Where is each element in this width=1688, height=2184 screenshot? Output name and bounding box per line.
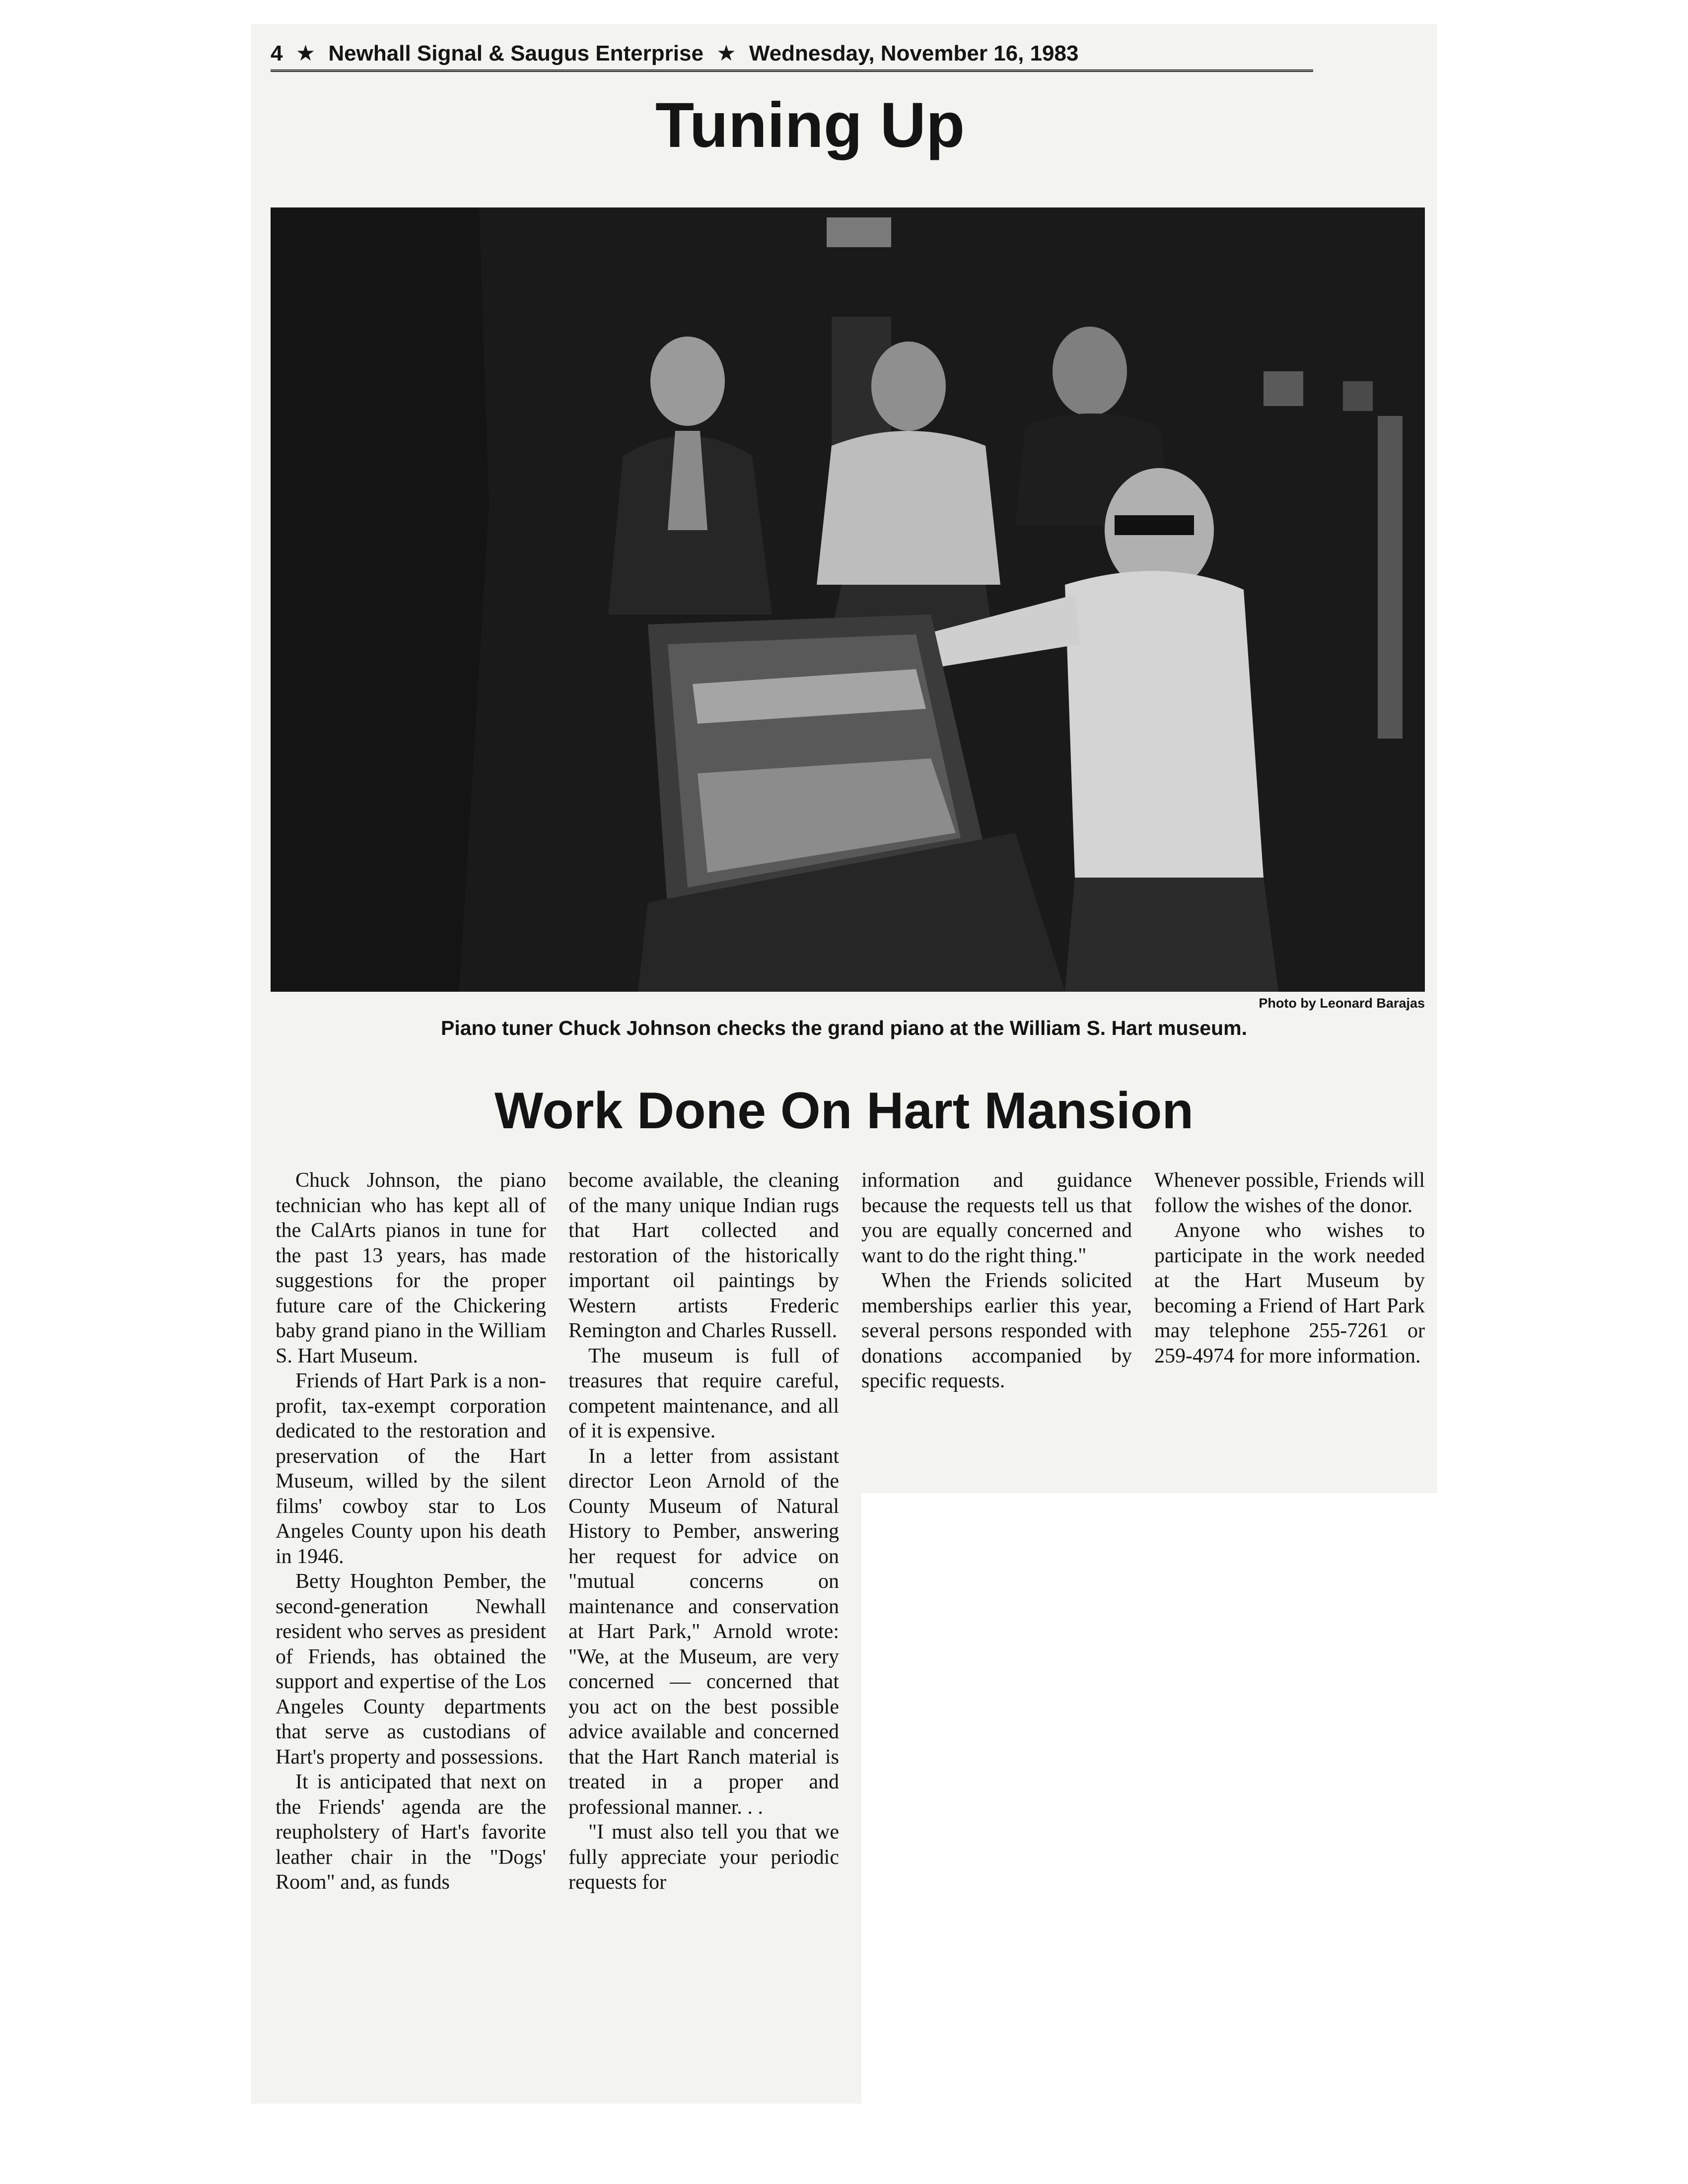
issue-date: Wednesday, November 16, 1983 [749,41,1079,66]
masthead [271,38,1313,72]
paragraph: It is anticipated that next on the Friends' agenda are the reupholstery of Hart's favorite leather chair in the "Dogs' Room" and, as funds [276,1771,546,1894]
paragraph: Anyone who wishes to participate in the work needed at the Hart Museum by becoming a Friend of Hart Park may telephone 255-7261 or 259-4974 for more information. [1154,1219,1425,1367]
paragraph: become available, the cleaning of the many unique Indian rugs that Hart collected and restoration of the historically important oil paintings by Western artists Frederic Remington and Charles Russell. [568,1169,839,1342]
paper-name: Newhall Signal & Saugus Enterprise [328,41,703,66]
paragraph: information and guidance because the requests tell us that you are equally concerned and want to do the right thing." [861,1169,1132,1267]
article-column-1 [276,1168,546,1895]
page-number: 4 [271,41,283,66]
paragraph: Whenever possible, Friends will follow the wishes of the donor. [1154,1169,1425,1217]
article-column-4 [1154,1168,1425,1368]
article-headline: Work Done On Hart Mansion [494,1082,1194,1140]
photo-piano-tuning [271,207,1425,992]
star-icon: ★ [716,41,736,66]
paragraph: Chuck Johnson, the piano technician who has kept all of the CalArts pianos in tune for the past 13 years, has made suggestions for the proper future care of the Chickering baby grand piano in the William S. Hart Museum. [276,1169,546,1367]
photo-caption: Piano tuner Chuck Johnson checks the grand piano at the William S. Hart museum. [441,1017,1247,1039]
paragraph: "I must also tell you that we fully appreciate your periodic requests for [568,1821,839,1894]
paragraph: The museum is full of treasures that require careful, competent maintenance, and all of it is expensive. [568,1344,839,1442]
photo-headline: Tuning Up [655,90,965,161]
newspaper-clipping [251,24,1437,2109]
article-column-2 [568,1168,839,1895]
paragraph: Betty Houghton Pember, the second-generation Newhall resident who serves as president of Friends, has obtained the support and expertise of the Los Angeles County departments that serve as custodians of Hart's property and possessions. [276,1570,546,1769]
paragraph: In a letter from assistant director Leon Arnold of the County Museum of Natural History to Pember, answering her request for advice on "mutual concerns on maintenance and conservation at Hart Park," Arnold wrote: "We, at the Museum, are very concerned — concerned that you act on the best possible advice available and concerned that the Hart Ranch material is treated in a proper and professional manner. . . [568,1444,839,1819]
article-column-3 [861,1168,1132,1394]
star-icon: ★ [295,41,316,66]
photo-credit: Photo by Leonard Barajas [1259,996,1425,1011]
paragraph: When the Friends solicited memberships earlier this year, several persons responded with donations accompanied by specific requests. [861,1269,1132,1392]
paragraph: Friends of Hart Park is a non-profit, tax-exempt corporation dedicated to the restoration and preservation of the Hart Museum, willed by the silent films' cowboy star to Los Angeles County upon his death in 1946. [276,1369,546,1568]
